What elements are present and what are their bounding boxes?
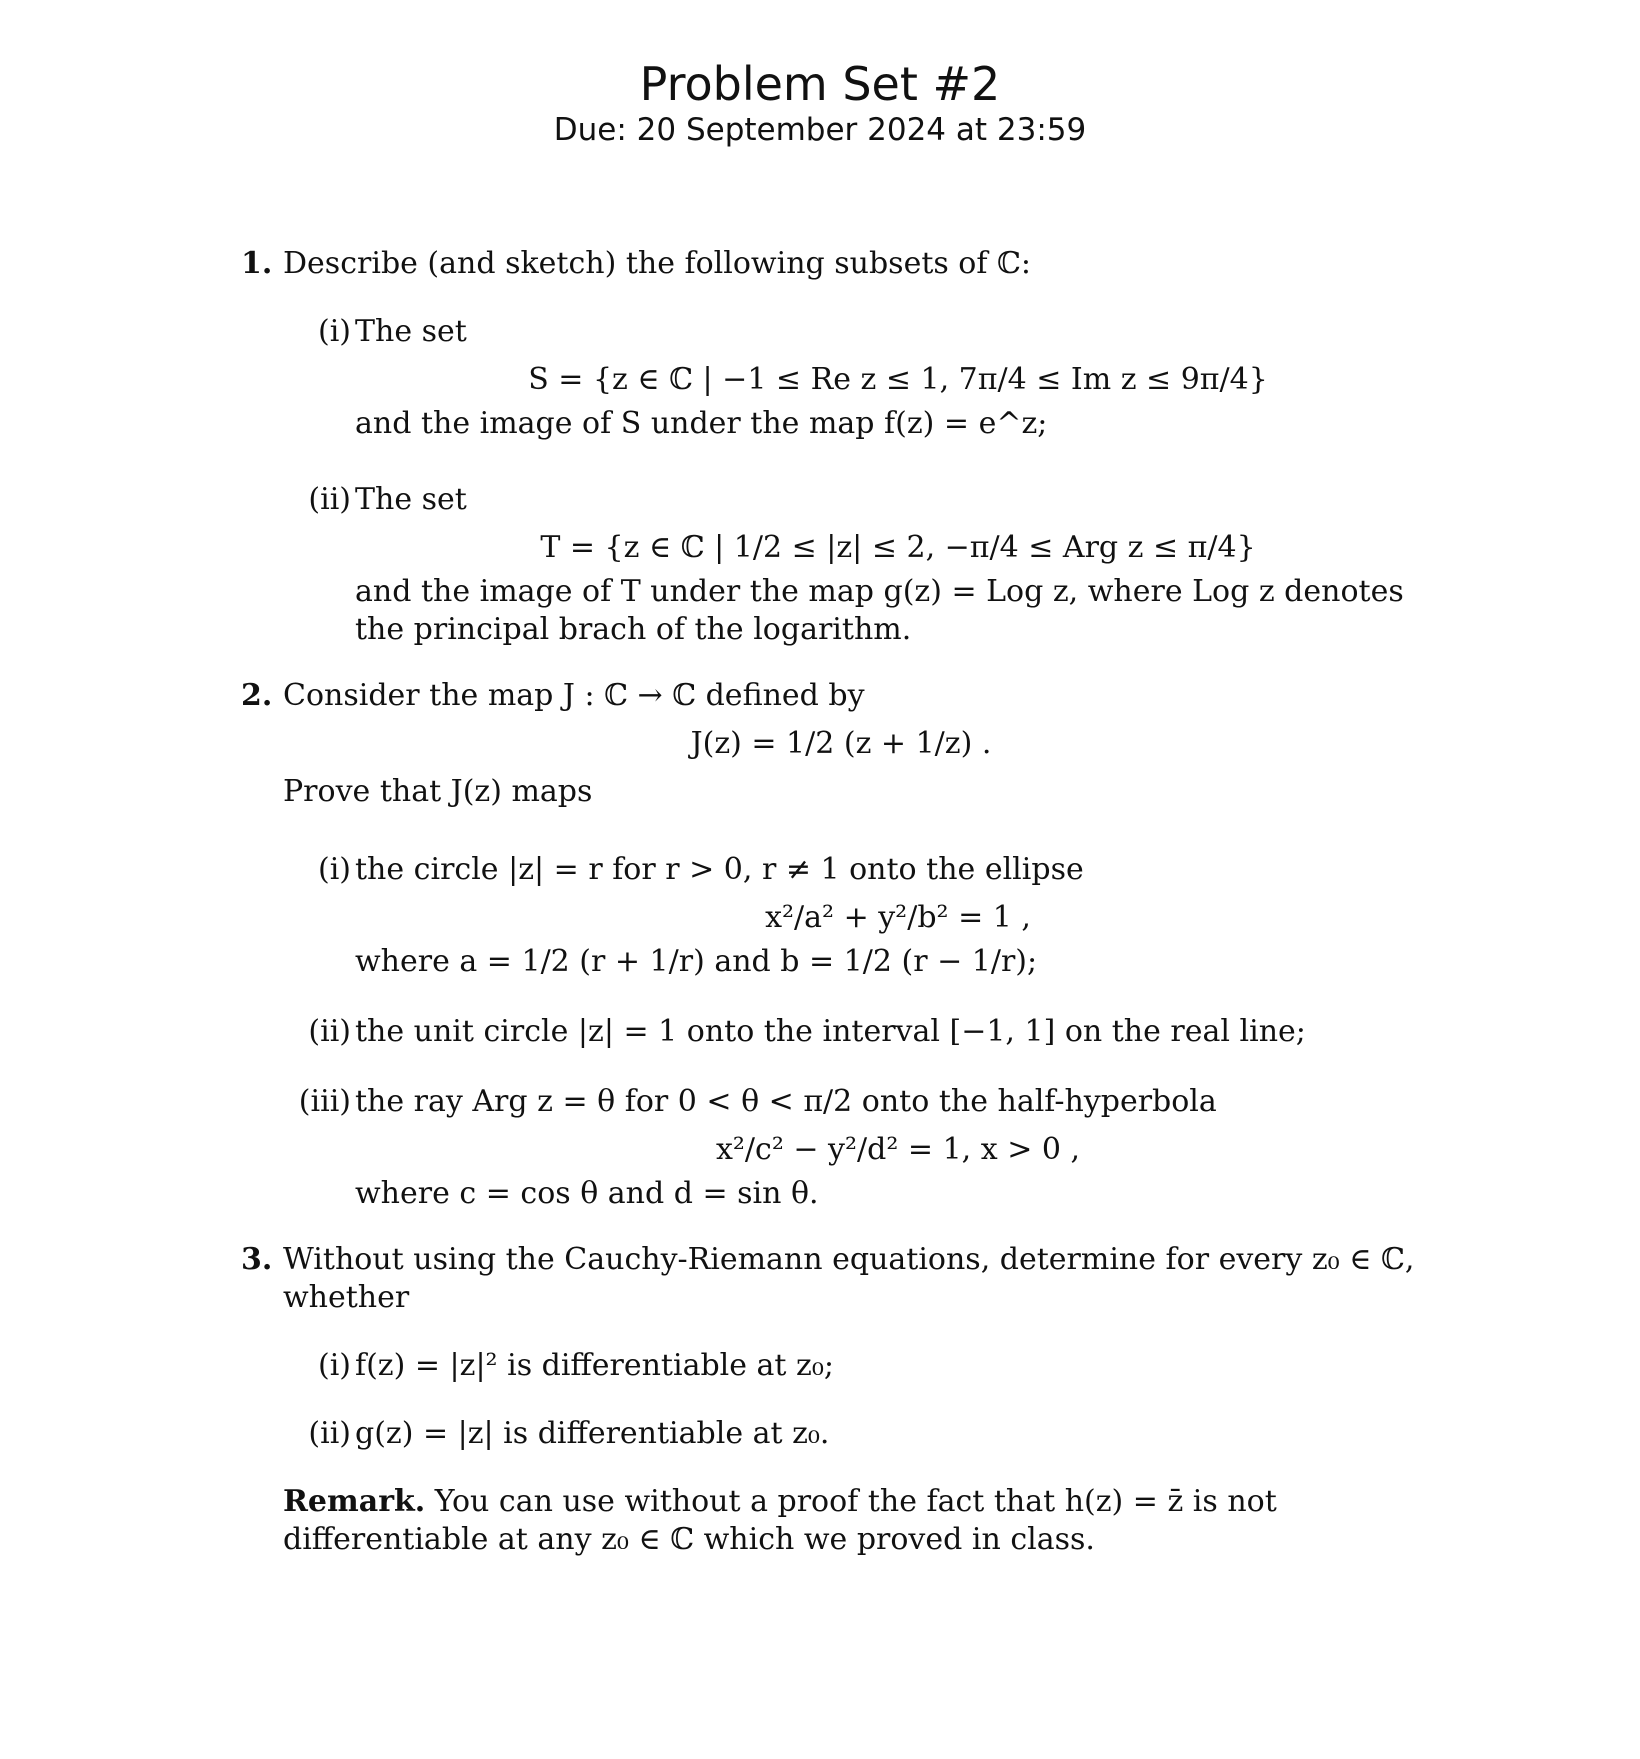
problem-number: 3.: [241, 1242, 273, 1277]
item-label: (ii): [308, 482, 351, 517]
item-lead: g(z) = |z| is differentiable at z₀.: [355, 1416, 830, 1451]
item-label: (i): [317, 852, 351, 887]
page-title: Problem Set #2: [639, 57, 1001, 111]
formula-hyperbola: x²/c² − y²/d² = 1, x > 0 ,: [715, 1132, 1081, 1167]
item-after: and the image of S under the map f(z) = e^z;: [355, 406, 1048, 441]
problem-2: [241, 677, 1441, 1213]
item-label: (ii): [308, 1014, 351, 1049]
formula-S: S = {z ∈ ℂ | −1 ≤ Re z ≤ 1, 7π/4 ≤ Im z ≤ 9π/4}: [528, 362, 1268, 397]
problem-3-item-i: [241, 1347, 1441, 1385]
problem-2-item-ii: [241, 1013, 1441, 1051]
problem-1-item-ii: [241, 481, 1441, 649]
problem-intro: Without using the Cauchy-Riemann equations, determine for every z₀ ∈ ℂ, whether: [283, 1242, 1415, 1315]
item-lead: the circle |z| = r for r > 0, r ≠ 1 onto the ellipse: [355, 852, 1084, 887]
formula-ellipse: x²/a² + y²/b² = 1 ,: [765, 900, 1031, 935]
formula-J: J(z) = 1/2 (z + 1/z) .: [690, 726, 992, 761]
formula-T: T = {z ∈ ℂ | 1/2 ≤ |z| ≤ 2, −π/4 ≤ Arg z ≤ π/4}: [540, 530, 1256, 565]
item-lead: The set: [355, 314, 467, 349]
item-label: (iii): [298, 1084, 351, 1119]
remark: [283, 1483, 1441, 1559]
problem-3-item-ii: [241, 1415, 1441, 1453]
item-after: and the image of T under the map g(z) = Log z, where Log z denotes the principal brach of the logarithm.: [355, 574, 1404, 647]
problem-list: [241, 245, 1441, 1577]
remark-text: You can use without a proof the fact that h(z) = z̄ is not differentiable at any z₀ ∈ ℂ which we proved in class.: [283, 1484, 1277, 1557]
item-lead: f(z) = |z|² is differentiable at z₀;: [355, 1348, 834, 1383]
remark-label: Remark.: [283, 1484, 426, 1519]
problem-intro: Describe (and sketch) the following subsets of ℂ:: [283, 246, 1031, 281]
page-header: [0, 58, 1640, 148]
problem-number: 1.: [241, 246, 273, 281]
item-lead: the unit circle |z| = 1 onto the interval [−1, 1] on the real line;: [355, 1014, 1306, 1049]
item-label: (ii): [308, 1416, 351, 1451]
item-lead: the ray Arg z = θ for 0 < θ < π/2 onto the half-hyperbola: [355, 1084, 1217, 1119]
item-after: where a = 1/2 (r + 1/r) and b = 1/2 (r − 1/r);: [355, 944, 1038, 979]
item-lead: The set: [355, 482, 467, 517]
problem-lead: Prove that J(z) maps: [283, 774, 593, 809]
problem-intro: Consider the map J : ℂ → ℂ defined by: [283, 678, 865, 713]
item-label: (i): [317, 314, 351, 349]
problem-2-item-iii: [241, 1083, 1441, 1213]
item-label: (i): [317, 1348, 351, 1383]
problem-1-item-i: [241, 313, 1441, 443]
due-date: Due: 20 September 2024 at 23:59: [553, 112, 1087, 148]
problem-3: [241, 1241, 1441, 1559]
problem-1: [241, 245, 1441, 649]
item-after: where c = cos θ and d = sin θ.: [355, 1176, 819, 1211]
problem-2-item-i: [241, 851, 1441, 981]
problem-number: 2.: [241, 678, 273, 713]
